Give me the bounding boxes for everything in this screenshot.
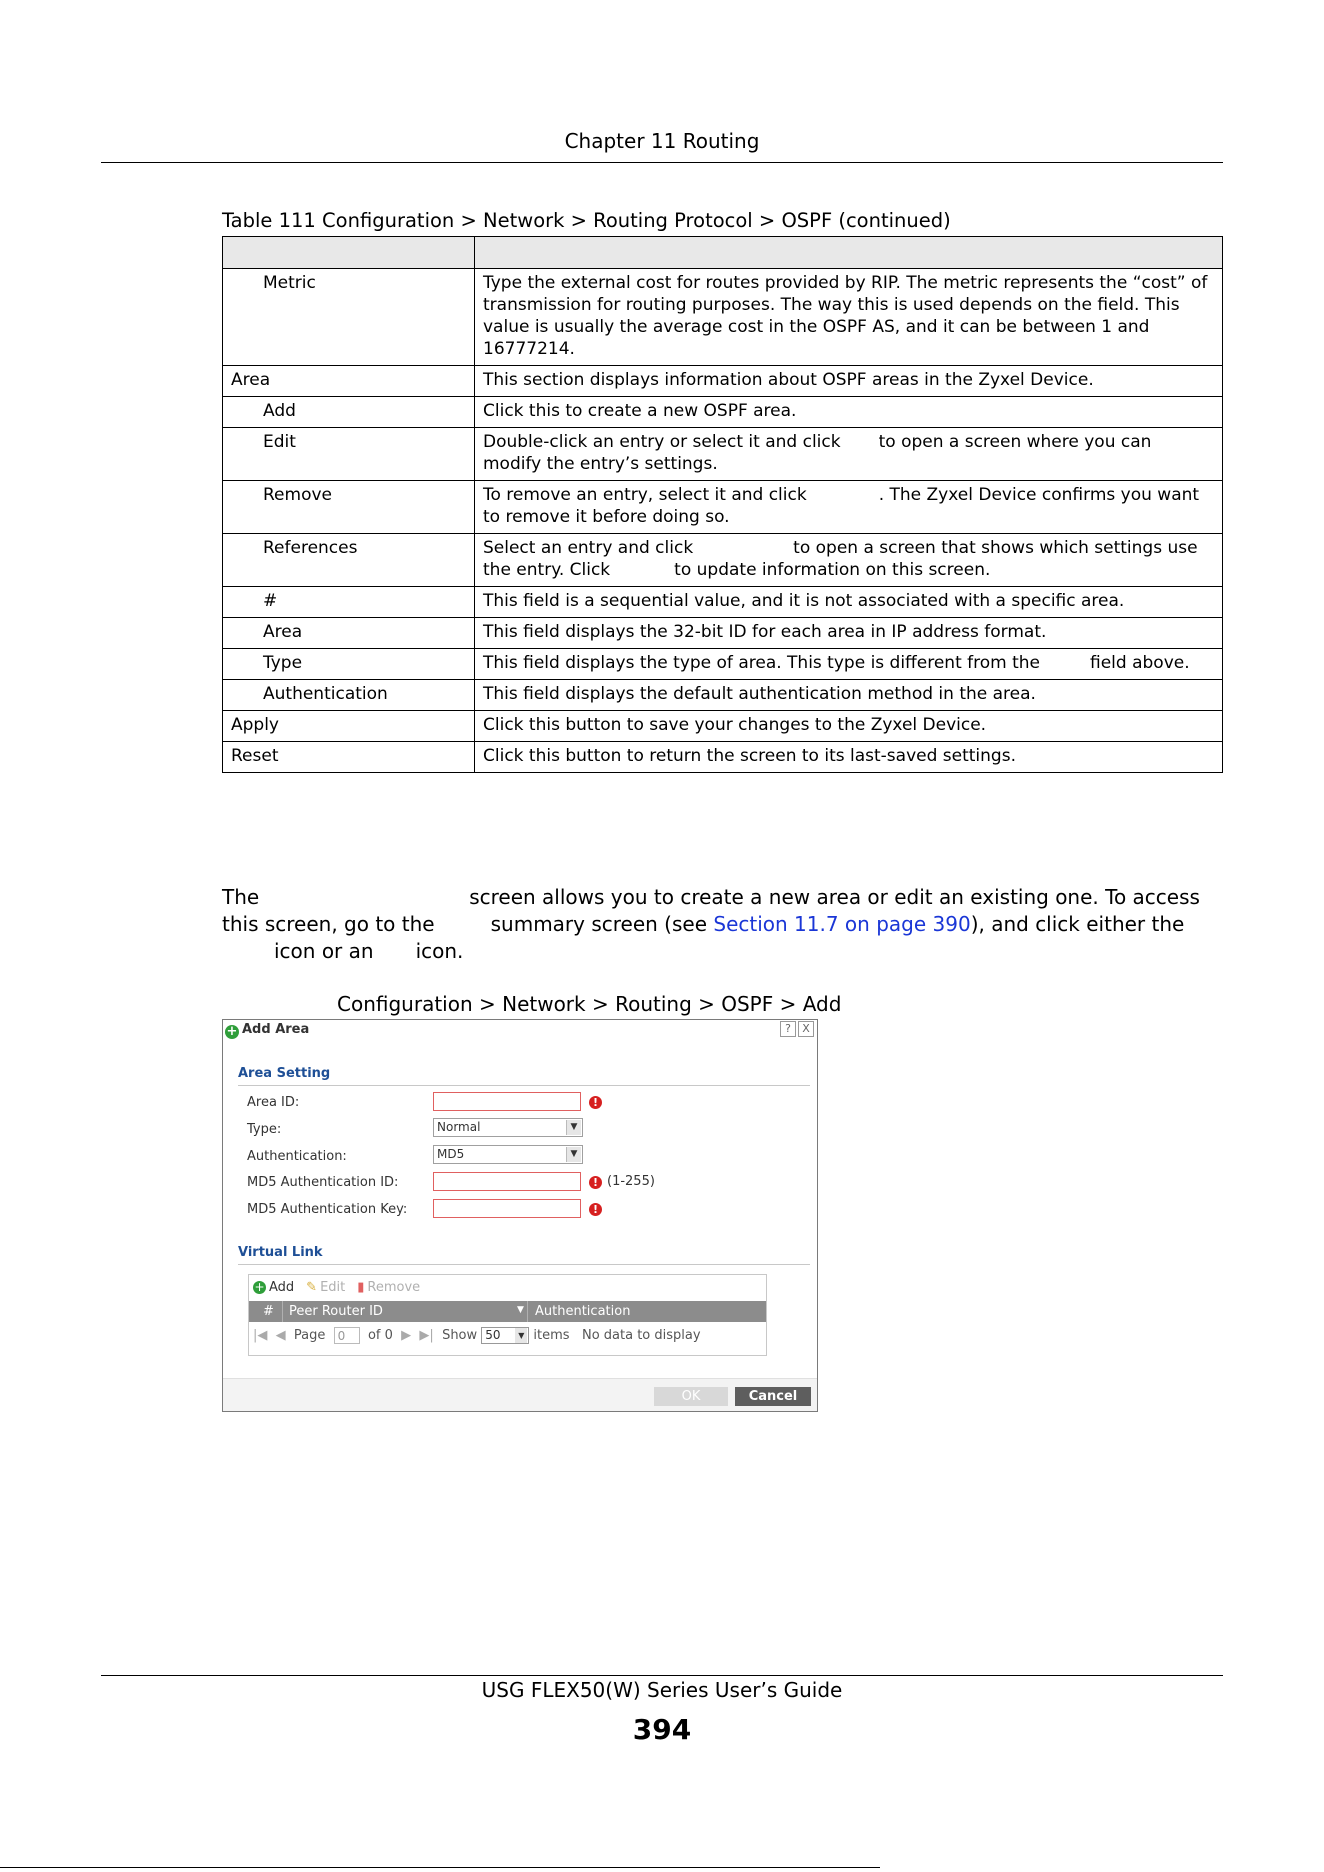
para-text: screen allows you to create a new area or edit an existing one. To access this screen, go to the [222,885,1200,936]
table-header-row [223,237,1223,269]
table-row [223,618,1223,649]
section-link[interactable]: Section 11.7 on page 390 [713,912,971,936]
desc-part: Select an entry and click [483,538,694,558]
row-label: Area [223,366,475,397]
page-input[interactable]: 0 [334,1327,360,1344]
help-icon[interactable]: ? [780,1021,796,1037]
page-count: of 0 [367,1328,393,1343]
first-page-icon[interactable]: |◀ [253,1328,268,1343]
add-icon: + [254,1280,265,1294]
row-label: Add [223,397,475,428]
pagination-bar [253,1327,701,1344]
virtual-link-table [248,1274,767,1356]
required-icon: ! [589,1176,602,1189]
row-label: Type [223,649,475,680]
row-desc [475,534,1223,587]
row-label: Reset [223,742,475,773]
required-icon: ! [589,1203,602,1216]
add-label: Add [269,1280,295,1295]
intro-paragraph [222,884,1224,965]
guide-title: USG FLEX50(W) Series User’s Guide [481,1678,843,1702]
remove-button[interactable] [357,1280,420,1295]
next-page-icon[interactable]: ▶ [401,1328,412,1343]
reference-table [222,236,1223,773]
desc-part: Double-click an entry or select it and click [483,432,841,452]
table-header [249,1301,766,1322]
add-area-dialog [222,1019,818,1412]
para-text: ), and click either the [970,912,1185,936]
md5-id-input[interactable] [433,1172,581,1191]
cancel-button[interactable]: Cancel [735,1387,811,1406]
virtual-link-toolbar [253,1280,420,1295]
remove-label: Remove [367,1280,421,1295]
desc-part: This field displays the type of area. This type is different from the [483,653,1041,673]
desc-part: . The Zyxel Device confirms you want to remove it before doing so. [483,485,1200,527]
row-desc [475,649,1223,680]
row-desc: This field is a sequential value, and it is not associated with a specific area. [475,587,1223,618]
desc-part: To remove an entry, select it and click [483,485,807,505]
md5-key-label: MD5 Authentication Key: [247,1202,408,1217]
page-number: 394 [632,1713,692,1746]
trash-icon: ▮ [357,1280,365,1295]
dialog-title [225,1022,309,1039]
column-num[interactable]: # [263,1304,274,1319]
row-label: Area [223,618,475,649]
footer-rule [101,1675,1223,1676]
type-label: Type: [247,1122,282,1137]
virtual-link-heading: Virtual Link [238,1245,323,1260]
show-label: Show [442,1328,478,1343]
para-text: icon. [415,939,464,963]
page-size-value: 50 [485,1328,501,1342]
add-button[interactable] [253,1280,294,1295]
row-desc: Click this button to return the screen to its last-saved settings. [475,742,1223,773]
table-row [223,742,1223,773]
section-divider [238,1264,810,1265]
row-label: References [223,534,475,587]
table-row [223,269,1223,366]
header-rule [101,162,1223,163]
section-divider [238,1085,810,1086]
bottom-rule [0,1867,880,1868]
authentication-select[interactable] [433,1145,583,1164]
para-text: The [222,885,260,909]
row-desc: Click this button to save your changes to the Zyxel Device. [475,711,1223,742]
items-label: items [533,1328,570,1343]
dialog-controls [780,1021,814,1037]
close-icon[interactable]: X [798,1021,814,1037]
row-desc [475,428,1223,481]
desc-part: to update information on this screen. [674,560,991,580]
md5-id-label: MD5 Authentication ID: [247,1175,399,1190]
area-setting-heading: Area Setting [238,1066,331,1081]
type-value: Normal [437,1120,481,1134]
chapter-title: Chapter 11 Routing [564,129,760,153]
chevron-down-icon: ▼ [566,1147,581,1162]
dialog-footer [223,1378,817,1411]
page-size-select[interactable] [481,1327,529,1344]
chevron-down-icon: ▼ [566,1120,581,1135]
desc-part: to open a screen that shows which settings use the entry. Click [483,538,1198,580]
dialog-title-text: Add Area [242,1022,310,1037]
authentication-label: Authentication: [247,1149,347,1164]
row-label: Remove [223,481,475,534]
last-page-icon[interactable]: ▶| [419,1328,434,1343]
row-desc: This field displays the 32-bit ID for each area in IP address format. [475,618,1223,649]
ok-button[interactable]: OK [654,1387,728,1406]
row-desc [475,481,1223,534]
table-row [223,481,1223,534]
type-select[interactable] [433,1118,583,1137]
md5-key-input[interactable] [433,1199,581,1218]
table-row [223,366,1223,397]
authentication-value: MD5 [437,1147,465,1161]
table-row [223,711,1223,742]
sort-down-icon[interactable]: ▼ [517,1305,524,1315]
add-icon: + [226,1024,238,1039]
row-label: # [223,587,475,618]
empty-status: No data to display [581,1328,701,1343]
table-row [223,587,1223,618]
row-desc: This section displays information about OSPF areas in the Zyxel Device. [475,366,1223,397]
table-row [223,649,1223,680]
row-desc: Click this to create a new OSPF area. [475,397,1223,428]
chevron-down-icon: ▼ [515,1328,527,1343]
md5-id-range-hint: (1-255) [607,1174,655,1189]
row-label: Metric [223,269,475,366]
page-label: Page [293,1328,326,1343]
area-id-input[interactable] [433,1092,581,1111]
desc-part: field above. [1090,653,1190,673]
edit-icon: ✎ [306,1280,318,1295]
para-text: icon or an [274,939,374,963]
table-row [223,534,1223,587]
area-id-label: Area ID: [247,1095,300,1110]
para-text: summary screen (see [490,912,708,936]
column-divider [282,1301,283,1322]
row-label: Apply [223,711,475,742]
row-label: Authentication [223,680,475,711]
required-icon: ! [589,1096,602,1109]
table-caption: Table 111 Configuration > Network > Routing Protocol > OSPF (continued) [222,209,951,232]
column-peer-router-id[interactable]: Peer Router ID [289,1304,383,1319]
row-desc: Type the external cost for routes provided by RIP. The metric represents the “cost” of transmission for routing purposes. The way this is used depends on the field. This value is usually the average cost in the OSPF AS, and it can be between 1 and 16777214. [475,269,1223,366]
row-desc: This field displays the default authentication method in the area. [475,680,1223,711]
column-authentication[interactable]: Authentication [535,1304,631,1319]
prev-page-icon[interactable]: ◀ [275,1328,286,1343]
table-row [223,680,1223,711]
edit-label: Edit [320,1280,346,1295]
figure-caption: Configuration > Network > Routing > OSPF > Add [337,992,842,1016]
desc-part: to open a screen where you can modify the entry’s settings. [483,432,1152,474]
edit-button[interactable] [306,1280,345,1295]
column-divider [527,1301,528,1322]
row-label: Edit [223,428,475,481]
table-row [223,428,1223,481]
table-row [223,397,1223,428]
